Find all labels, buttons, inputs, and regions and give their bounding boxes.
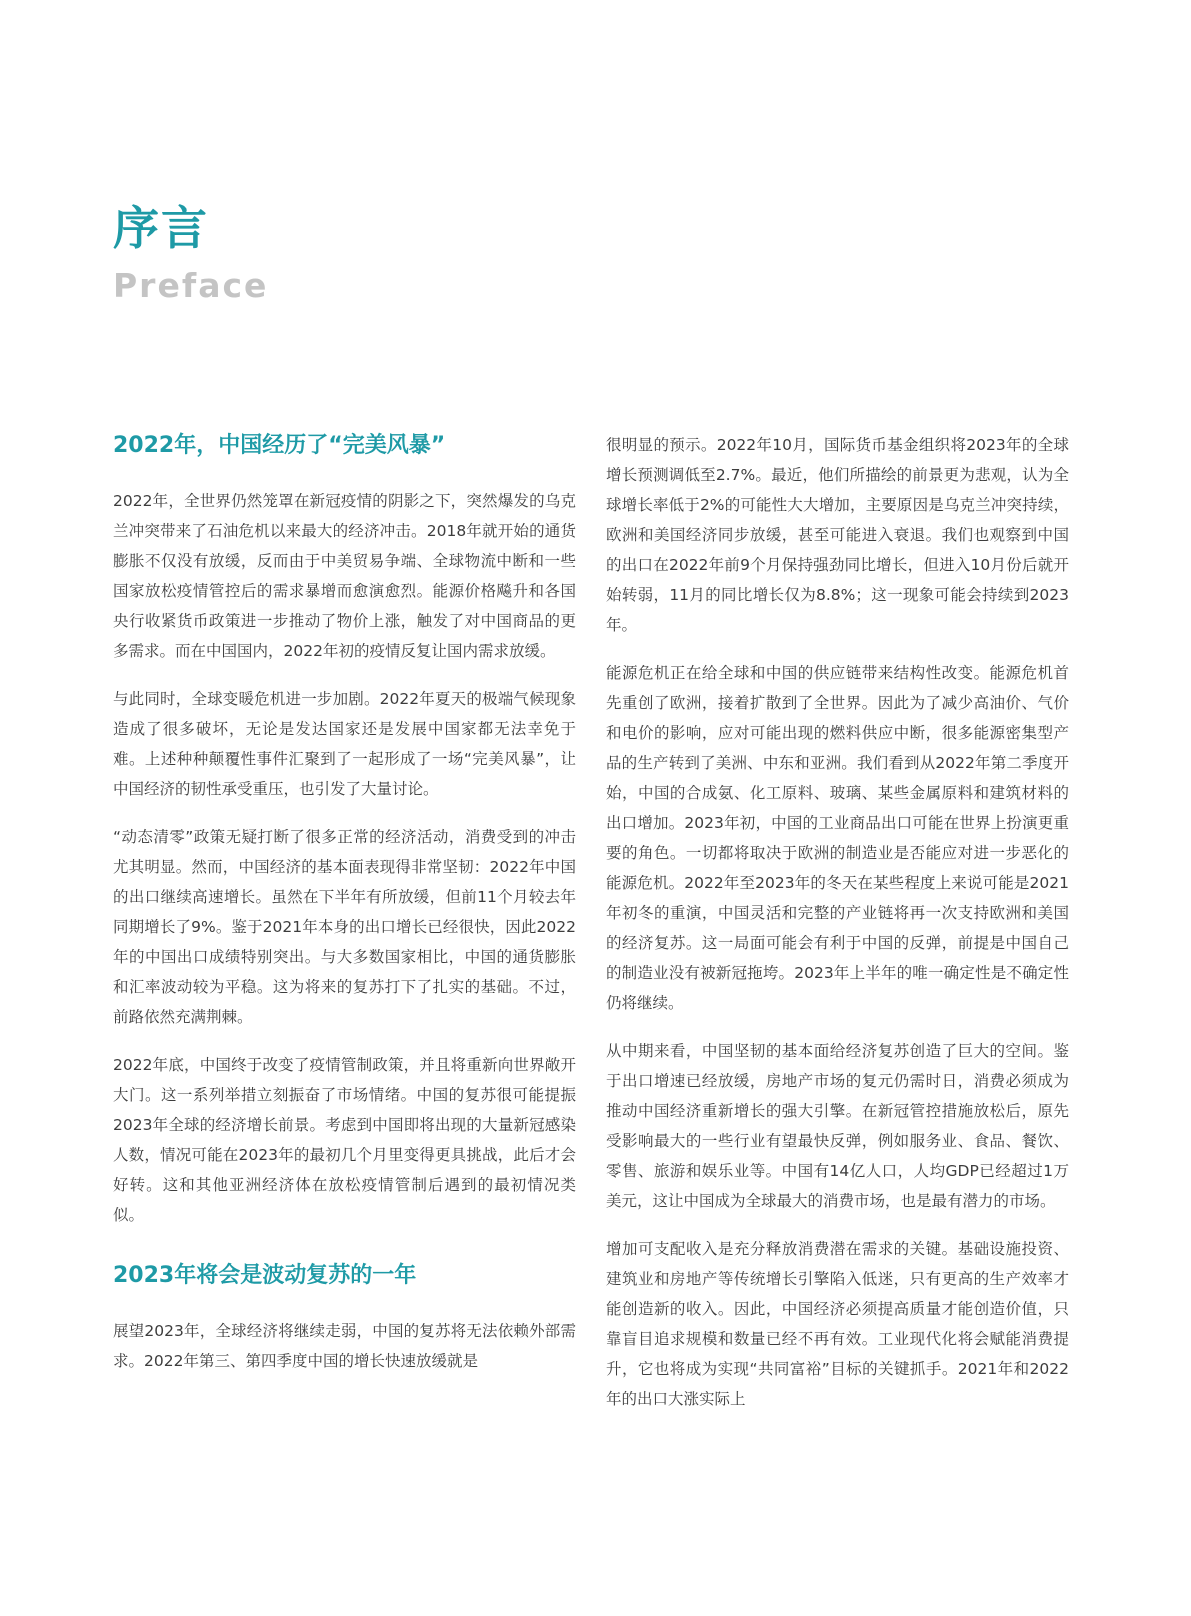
page-title: 序言 xyxy=(113,201,209,255)
paragraph: “动态清零”政策无疑打断了很多正常的经济活动，消费受到的冲击尤其明显。然而，中国经济的基本面表现得非常坚韧：2022年中国的出口继续高速增长。虽然在下半年有所放缓，但前11个月较去年同期增长了9%。鉴于2021年本身的出口增长已经很快，因此2022年的中国出口成绩特别突出。与大多数国家相比，中国的通货膨胀和汇率波动较为平稳。这为将来的复苏打下了扎实的基础。不过，前路依然充满荆棘。 xyxy=(113,828,576,1026)
paragraph: 展望2023年，全球经济将继续走弱，中国的复苏将无法依赖外部需求。2022年第三、第四季度中国的增长快速放缓就是 xyxy=(113,1322,576,1370)
page-subtitle: Preface xyxy=(113,266,269,305)
paragraph: 与此同时，全球变暖危机进一步加剧。2022年夏天的极端气候现象造成了很多破坏，无论是发达国家还是发展中国家都无法幸免于难。上述种种颠覆性事件汇聚到了一起形成了一场“完美风暴”，让中国经济的韧性承受重压，也引发了大量讨论。 xyxy=(113,690,576,798)
section-heading-2023: 2023年将会是波动复苏的一年 xyxy=(113,1263,417,1288)
paragraph: 很明显的预示。2022年10月，国际货币基金组织将2023年的全球增长预测调低至2.7%。最近，他们所描绘的前景更为悲观，认为全球增长率低于2%的可能性大大增加，主要原因是乌克兰冲突持续，欧洲和美国经济同步放缓，甚至可能进入衰退。我们也观察到中国的出口在2022年前9个月保持强劲同比增长，但进入10月份后就开始转弱，11月的同比增长仅为8.8%；这一现象可能会持续到2023年。 xyxy=(606,436,1069,634)
paragraph: 2022年底，中国终于改变了疫情管制政策，并且将重新向世界敞开大门。这一系列举措立刻振奋了市场情绪。中国的复苏很可能提振2023年全球的经济增长前景。考虑到中国即将出现的大量新冠感染人数，情况可能在2023年的最初几个月里变得更具挑战，此后才会好转。这和其他亚洲经济体在放松疫情管制后遇到的最初情况类似。 xyxy=(113,1056,576,1224)
paragraph: 2022年，全世界仍然笼罩在新冠疫情的阴影之下，突然爆发的乌克兰冲突带来了石油危机以来最大的经济冲击。2018年就开始的通货膨胀不仅没有放缓，反而由于中美贸易争端、全球物流中断和一些国家放松疫情管控后的需求暴增而愈演愈烈。能源价格飚升和各国央行收紧货币政策进一步推动了物价上涨，触发了对中国商品的更多需求。而在中国国内，2022年初的疫情反复让国内需求放缓。 xyxy=(113,492,576,660)
right-column xyxy=(606,430,1069,1432)
paragraph: 从中期来看，中国坚韧的基本面给经济复苏创造了巨大的空间。鉴于出口增速已经放缓，房地产市场的复元仍需时日，消费必须成为推动中国经济重新增长的强大引擎。在新冠管控措施放松后，原先受影响最大的一些行业有望最快反弹，例如服务业、食品、餐饮、零售、旅游和娱乐业等。中国有14亿人口，人均GDP已经超过1万美元，这让中国成为全球最大的消费市场，也是最有潜力的市场。 xyxy=(606,1042,1069,1210)
paragraph: 增加可支配收入是充分释放消费潜在需求的关键。基础设施投资、建筑业和房地产等传统增长引擎陷入低迷，只有更高的生产效率才能创造新的收入。因此，中国经济必须提高质量才能创造价值，只靠盲目追求规模和数量已经不再有效。工业现代化将会赋能消费提升，它也将成为实现“共同富裕”目标的关键抓手。2021年和2022年的出口大涨实际上 xyxy=(606,1240,1069,1408)
left-column xyxy=(113,430,576,1394)
section-heading-2022: 2022年，中国经历了“完美风暴” xyxy=(113,433,446,458)
paragraph: 能源危机正在给全球和中国的供应链带来结构性改变。能源危机首先重创了欧洲，接着扩散到了全世界。因此为了减少高油价、气价和电价的影响，应对可能出现的燃料供应中断，很多能源密集型产品的生产转到了美洲、中东和亚洲。我们看到从2022年第二季度开始，中国的合成氨、化工原料、玻璃、某些金属原料和建筑材料的出口增加。2023年初，中国的工业商品出口可能在世界上扮演更重要的角色。一切都将取决于欧洲的制造业是否能应对进一步恶化的能源危机。2022年至2023年的冬天在某些程度上来说可能是2021年初冬的重演，中国灵活和完整的产业链将再一次支持欧洲和美国的经济复苏。这一局面可能会有利于中国的反弹，前提是中国自己的制造业没有被新冠拖垮。2023年上半年的唯一确定性是不确定性仍将继续。 xyxy=(606,664,1069,1012)
